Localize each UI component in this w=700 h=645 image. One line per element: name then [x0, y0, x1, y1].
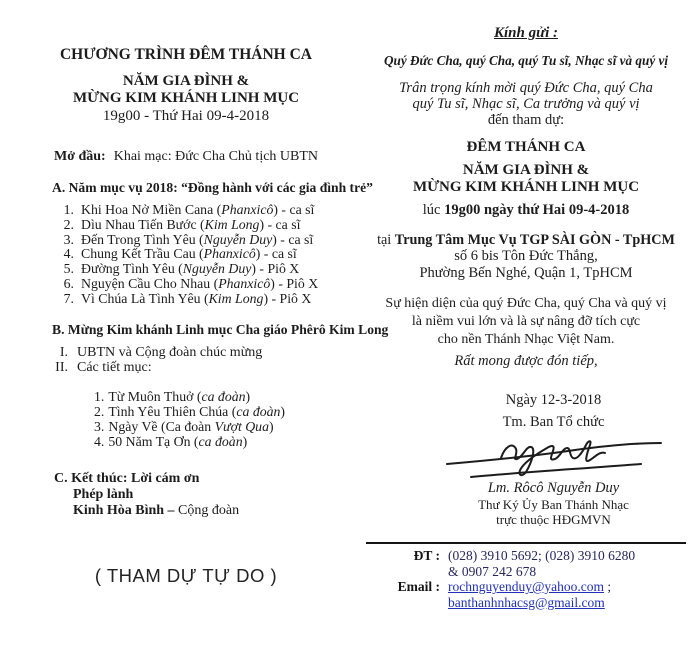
song-title: Chung Kết Trầu Cau ( [81, 246, 204, 262]
item-number: 4. [63, 246, 74, 262]
closing-line: Rất mong được đón tiếp, [454, 353, 598, 369]
song-title: Ngày Về (Ca đoàn [108, 418, 215, 434]
program-subtitle-1: NĂM GIA ĐÌNH & [122, 73, 250, 89]
item-text [81, 233, 313, 248]
section-c-line2: Phép lành [73, 486, 134, 502]
item-text [81, 203, 314, 218]
list-item [94, 404, 344, 419]
list-item [56, 277, 344, 292]
composer-name: Phanxicô [203, 246, 256, 262]
performer-name: Vượt Qua [214, 418, 269, 434]
performer: ) - Piô X [263, 290, 312, 306]
email-row [366, 579, 686, 595]
item-number: 7. [63, 290, 74, 306]
composer-name: Phanxicô [218, 275, 271, 291]
contact-block [366, 548, 686, 610]
item-text [108, 419, 273, 434]
list-item [56, 218, 344, 233]
invite-line-2: quý Tu sĩ, Nhạc sĩ, Ca trưởng và quý vị [412, 96, 640, 112]
phone-label-spacer [366, 564, 440, 580]
item-number: 6. [63, 275, 74, 291]
signer-title-1: Thư Ký Ủy Ban Thánh Nhạc [478, 497, 629, 512]
email-values [448, 579, 611, 595]
venue-address-1: số 6 bis Tôn Đức Thắng, [454, 248, 598, 264]
performer: ) - Piô X [270, 275, 319, 291]
list-item [56, 247, 344, 262]
section-c-line3 [54, 503, 344, 519]
song-title: Vì Chúa Là Tình Yêu ( [81, 290, 209, 306]
venue-name: Trung Tâm Mục Vụ TGP SÀI GÒN - TpHCM [394, 232, 675, 248]
event-subtitle-2: MỪNG KIM KHÁNH LINH MỤC [412, 179, 640, 195]
venue-address-2: Phường Bến Nghé, Quận 1, TpHCM [419, 264, 633, 281]
list-item [94, 419, 344, 434]
item-number: 1. [63, 202, 74, 217]
invitation-column [366, 24, 686, 610]
composer-name: Kim Long [208, 290, 264, 306]
performer: ) - ca sĩ [272, 231, 314, 247]
contact-divider [366, 542, 686, 544]
performer: ) - ca sĩ [255, 246, 297, 262]
salutation-line [366, 24, 686, 42]
opening-text: Khai mạc: Đức Cha Chủ tịch UBTN [113, 149, 319, 164]
message-line-3: cho nền Thánh Nhạc Việt Nam. [437, 332, 615, 347]
item-number: 4. [94, 433, 105, 449]
composer-name: Nguyễn Duy [182, 261, 252, 277]
phone-row-2 [366, 564, 686, 580]
invite-line-1: Trân trọng kính mời quý Đức Cha, quý Cha [399, 80, 653, 96]
message-line-2: là niềm vui lớn và là sự nâng đỡ tích cực [411, 314, 641, 329]
song-title: Nguyện Cầu Cho Nhau ( [81, 275, 219, 291]
signer-title-2: trực thuộc HĐGMVN [496, 512, 611, 527]
email-separator: ; [604, 579, 612, 594]
item-text [108, 389, 250, 404]
item-number: I. [59, 344, 68, 360]
song-title: Từ Muôn Thuở ( [108, 388, 202, 404]
message-paragraph [366, 295, 686, 349]
list-item [56, 292, 344, 307]
item-text [81, 292, 311, 307]
item-text [81, 262, 299, 277]
item-number: 5. [63, 261, 74, 277]
item-suffix: ) [242, 433, 248, 449]
message-line-1: Sự hiện diện của quý Đức Cha, quý Cha và quý vị [385, 296, 667, 311]
recipients-line: Quý Đức Cha, quý Cha, quý Tu sĩ, Nhạc sĩ và quý vị [384, 53, 668, 68]
signer-name: Lm. Rôcô Nguyễn Duy [487, 480, 620, 496]
item-text: UBTN và Cộng đoàn chúc mừng [77, 344, 263, 360]
email-label-spacer [366, 595, 440, 611]
composer-name: Kim Long [204, 216, 260, 232]
phone-numbers-2: & 0907 242 678 [448, 563, 537, 579]
on-behalf-line: Tm. Ban Tổ chức [502, 414, 605, 430]
song-title: Khi Hoa Nở Miền Cana ( [81, 202, 222, 217]
song-title: 50 Năm Tạ Ơn ( [108, 433, 199, 449]
song-title: Dìu Nhau Tiến Bước ( [81, 216, 205, 232]
section-a-heading: A. Năm mục vụ 2018: “Đồng hành với các gia đình trẻ” [52, 180, 373, 195]
song-title: Đường Tình Yêu ( [81, 261, 183, 277]
free-admission-note: ( THAM DỰ TỰ DO ) [94, 564, 278, 586]
opening-line [28, 148, 344, 165]
section-c-block [28, 471, 344, 519]
email-row-2 [366, 595, 686, 611]
list-item [94, 434, 344, 449]
venue-prefix: tại [377, 232, 395, 248]
salutation: Kính gửi : [493, 25, 558, 41]
phone-row [366, 548, 686, 564]
signature-block [366, 391, 686, 527]
list-item [44, 345, 344, 361]
section-b-heading: B. Mừng Kim khánh Linh mục Cha giáo Phêrô Kim Long [52, 321, 389, 337]
opening-label: Mở đầu: [54, 149, 106, 164]
email-link-1[interactable]: rochnguyenduy@yahoo.com [448, 579, 605, 594]
performer: ) - ca sĩ [273, 202, 315, 217]
email-link-2[interactable]: banthanhnhacsg@gmail.com [448, 594, 605, 610]
program-subtitle-2: MỪNG KIM KHÁNH LINH MỤC [72, 90, 300, 106]
phone-label: ĐT : [413, 548, 440, 563]
section-a-list [28, 203, 344, 307]
item-suffix: ) [245, 388, 251, 404]
program-datetime: 19g00 - Thứ Hai 09-4-2018 [102, 108, 270, 124]
list-item [94, 389, 344, 404]
performer-name: ca đoàn [201, 388, 246, 404]
time-prefix: lúc [422, 202, 445, 218]
item-text [81, 247, 297, 262]
section-c-line3-bold: Kinh Hòa Bình – [73, 502, 175, 518]
item-text [108, 434, 247, 449]
section-b-pieces-list [28, 389, 344, 449]
item-suffix: ) [268, 418, 274, 434]
composer-name: Nguyễn Duy [203, 231, 273, 247]
composer-name: Phanxicô [221, 202, 274, 217]
song-title: Đến Trong Tình Yêu ( [81, 231, 204, 247]
letter-date: Ngày 12-3-2018 [505, 392, 602, 408]
list-item [56, 203, 344, 218]
list-item [44, 360, 344, 376]
list-item [56, 233, 344, 248]
item-text [81, 277, 318, 292]
item-text [81, 218, 300, 233]
item-suffix: ) [280, 403, 286, 419]
item-number: 1. [94, 388, 105, 404]
signature-icon [443, 432, 665, 480]
list-item [56, 262, 344, 277]
section-c-line3-regular: Cộng đoàn [174, 502, 240, 518]
section-c-line1: C. Kết thúc: Lời cám ơn [54, 470, 200, 486]
item-number: 2. [94, 403, 105, 419]
performer: ) - ca sĩ [259, 216, 301, 232]
item-number: 3. [63, 231, 74, 247]
event-time: 19g00 ngày thứ Hai 09-4-2018 [444, 202, 630, 218]
event-subtitle-1: NĂM GIA ĐÌNH & [462, 162, 590, 178]
email-label: Email : [397, 579, 440, 594]
item-number: 3. [94, 418, 105, 434]
phone-numbers-1: (028) 3910 5692; (028) 3910 6280 [448, 548, 636, 563]
item-number: 2. [63, 216, 74, 232]
song-title: Tình Yêu Thiên Chúa ( [108, 403, 237, 419]
section-b-roman-list [28, 345, 344, 376]
performer: ) - Piô X [251, 261, 300, 277]
item-text: Các tiết mục: [77, 360, 152, 376]
program-title: CHƯƠNG TRÌNH ĐÊM THÁNH CA [59, 46, 313, 63]
attend-line: đến tham dự: [487, 112, 565, 128]
performer-name: ca đoàn [198, 433, 243, 449]
item-number: II. [55, 360, 68, 376]
event-time-line [366, 202, 686, 219]
performer-name: ca đoàn [236, 403, 281, 419]
item-text [108, 404, 285, 419]
event-title: ĐÊM THÁNH CA [466, 139, 586, 155]
event-venue-line [366, 232, 686, 248]
